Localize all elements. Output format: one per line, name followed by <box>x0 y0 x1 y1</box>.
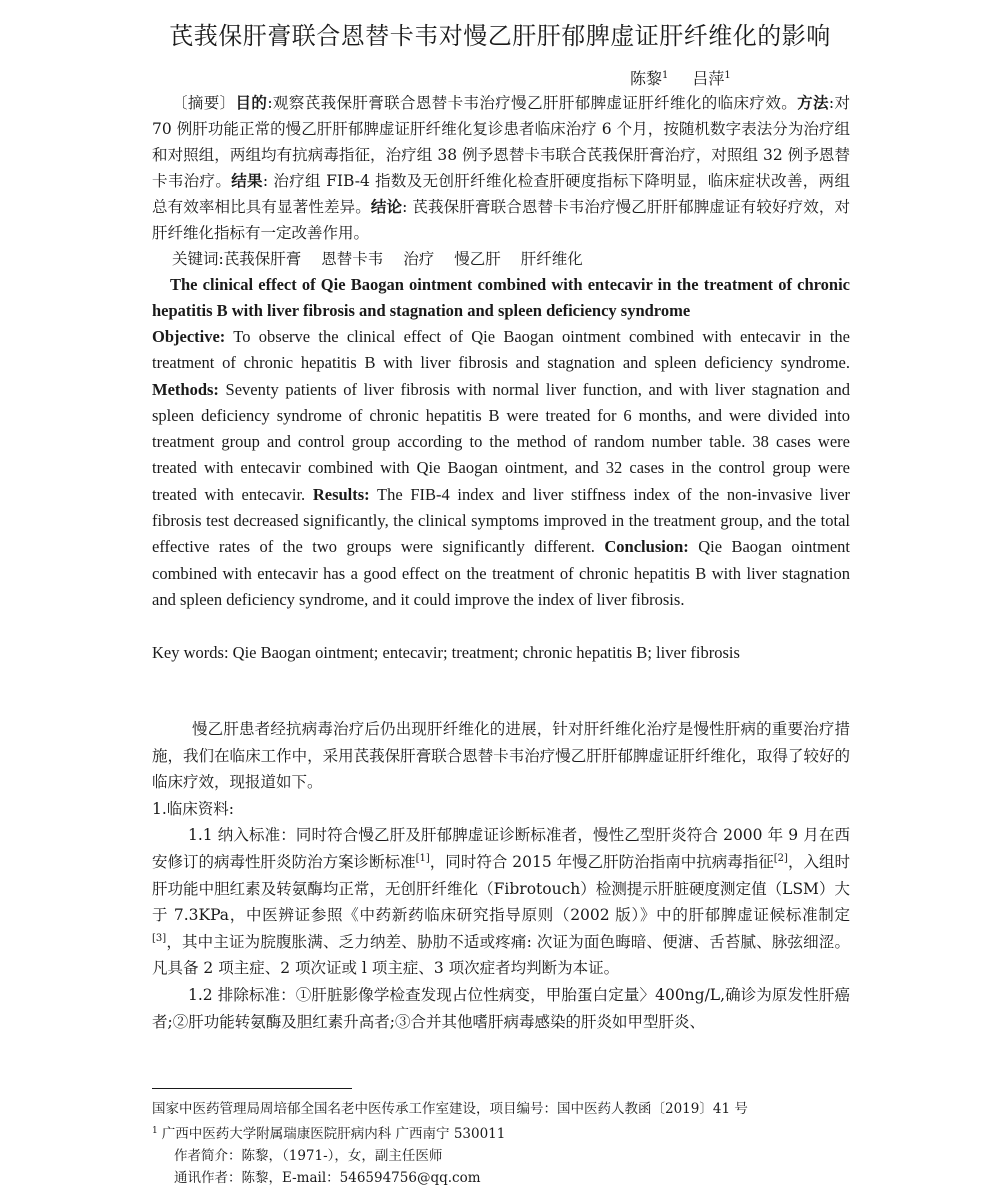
methods-label: Methods: <box>152 379 219 399</box>
english-keywords: Key words: Qie Baogan ointment; entecavir; treatment; chronic hepatitis B; liver fibrosis <box>152 643 740 662</box>
keyword-item: 治疗 <box>403 250 435 268</box>
affiliation-mark: 1 <box>152 1126 158 1136</box>
english-abstract <box>152 324 850 613</box>
keyword-item: 恩替卡韦 <box>321 250 384 268</box>
keyword-item: 慢乙肝 <box>454 250 501 268</box>
paragraph-text: 1.1 纳入标准：同时符合慢乙肝及肝郁脾虚证诊断标准者，慢性乙型肝炎符合 2000 年 9 月在西安修订的病毒性肝炎防治方案诊断标准 <box>152 826 850 871</box>
author-name: 吕萍 <box>692 69 725 88</box>
methods-label: 方法 <box>797 93 829 112</box>
objective-text: To observe the clinical effect of Qie Baogan ointment combined with entecavir in the treatment of chronic hepatitis B with liver fibrosis and stagnation and spleen deficiency syndrome. <box>152 327 850 373</box>
affiliation-text: 广西中医药大学附属瑞康医院肝病内科 广西南宁 530011 <box>161 1126 506 1142</box>
paragraph-text: ，同时符合 2015 年慢乙肝防治指南中抗病毒指征 <box>429 852 774 871</box>
results-text: The FIB-4 index and liver stiffness index of the non-invasive liver fibrosis test decreased significantly, the clinical symptoms improved in the treatment group, and the total effective rates of the two groups were significantly different. <box>152 484 851 557</box>
author-bio-note: 作者简介：陈黎，（1971-），女，副主任医师 <box>174 1148 443 1164</box>
conclusion-text: : 芪莪保肝膏联合恩替卡韦治疗慢乙肝肝郁脾虚证有较好疗效，对肝纤维化指标有一定改善作用。 <box>152 198 850 242</box>
footnotes <box>152 1098 872 1189</box>
keyword-item: 芪莪保肝膏 <box>223 250 302 268</box>
citation-ref: [2] <box>773 852 788 864</box>
results-label: Results: <box>312 484 370 504</box>
methods-text: Seventy patients of liver fibrosis with normal liver function, and with liver stagnation and spleen deficiency syndrome of chronic hepatitis B were treated for 6 months, and were divided into treatment group and control group according to the method of random number table. 38 cases were treated with entecavir combined with Qie Baogan ointment, and 32 cases in the control group were treated with entecavir. <box>152 379 850 504</box>
author-affiliation-mark: 1 <box>724 70 731 81</box>
author-affiliation-mark: 1 <box>662 70 669 81</box>
methods-text: :对 70 例肝功能正常的慢乙肝肝郁脾虚证肝纤维化复诊患者临床治疗 6 个月，按随机数字表法分为治疗组和对照组，两组均有抗病毒指征，治疗组 38 例予恩替卡韦联合芪莪保肝膏治疗，对照组 32 例予恩替卡韦治疗。 <box>152 94 850 190</box>
intro-paragraph: 慢乙肝患者经抗病毒治疗后仍出现肝纤维化的进展，针对肝纤维化治疗是慢性肝病的重要治疗措施，我们在临床工作中，采用芪莪保肝膏联合恩替卡韦治疗慢乙肝肝郁脾虚证肝纤维化，取得了较好的临床疗效，现报道如下。 <box>152 720 850 792</box>
paragraph-text: ，入组时肝功能中胆红素及转氨酶均正常，无创肝纤维化（Fibrotouch）检测提示肝脏硬度测定值（LSM）大于 7.3KPa，中医辨证参照《中药新药临床研究指导原则（2002 版）》中的肝郁脾虚证候标准制定 <box>152 852 850 925</box>
paragraph-text: ，其中主证为脘腹胀满、乏力纳差、胁肋不适或疼痛: 次证为面色晦暗、便溏、舌苔腻、脉弦细涩。凡具备 2 项主症、2 项次证或 l 项主症、3 项次症者均判断为本证。 <box>152 932 850 978</box>
conclusion-label: Conclusion: <box>604 537 689 557</box>
conclusion-text: Qie Baogan ointment combined with entecavir has a good effect on the treatment of chronic hepatitis B with liver stagnation and spleen deficiency syndrome, and it could improve the index of liver fibrosis. <box>152 537 850 609</box>
conclusion-label: 结论 <box>370 197 403 216</box>
section-heading: 1.临床资料: <box>152 799 235 818</box>
chinese-abstract <box>152 90 850 272</box>
english-title: The clinical effect of Qie Baogan ointment combined with entecavir in the treatment of chronic hepatitis B with liver fibrosis and stagnation and spleen deficiency syndrome <box>152 275 850 320</box>
main-body <box>152 716 850 1035</box>
objective-label: Objective: <box>152 327 226 346</box>
objective-label: 目的 <box>235 93 268 112</box>
abstract-label: 〔摘要〕 <box>172 94 236 112</box>
inclusion-criteria-paragraph <box>152 822 850 982</box>
footnote-divider <box>152 1088 352 1089</box>
results-label: 结果 <box>231 171 263 190</box>
results-text: : 治疗组 FIB-4 指数及无创肝纤维化检查肝硬度指标下降明显，临床症状改善，两组总有效率相比具有显著性差异。 <box>152 172 850 216</box>
author-line <box>630 64 731 91</box>
keyword-item: 肝纤维化 <box>520 250 583 268</box>
citation-ref: [1] <box>415 852 430 864</box>
keywords-label: 关键词: <box>172 250 224 268</box>
author-name: 陈黎 <box>630 69 663 88</box>
affiliation-note <box>152 1120 872 1145</box>
english-abstract-text <box>152 324 850 613</box>
citation-ref: [3] <box>152 932 167 944</box>
exclusion-criteria-paragraph: 1.2 排除标准：①肝脏影像学检查发现占位性病变，甲胎蛋白定量〉400ng/L,确诊为原发性肝癌者;②肝功能转氨酶及胆红素升高者;③合并其他嗜肝病毒感染的肝炎如甲型肝炎、 <box>152 985 850 1031</box>
corresponding-author-note: 通讯作者：陈黎，E-mail：546594756@qq.com <box>174 1170 481 1186</box>
paper-title: 芪莪保肝膏联合恩替卡韦对慢乙肝肝郁脾虚证肝纤维化的影响 <box>169 22 831 50</box>
objective-text: :观察芪莪保肝膏联合恩替卡韦治疗慢乙肝肝郁脾虚证肝纤维化的临床疗效。 <box>267 94 798 112</box>
funding-note: 国家中医药管理局周培郁全国名老中医传承工作室建设，项目编号：国中医药人教函〔2019〕41 号 <box>152 1101 748 1117</box>
chinese-keywords <box>152 246 850 272</box>
chinese-abstract-text <box>152 90 850 246</box>
